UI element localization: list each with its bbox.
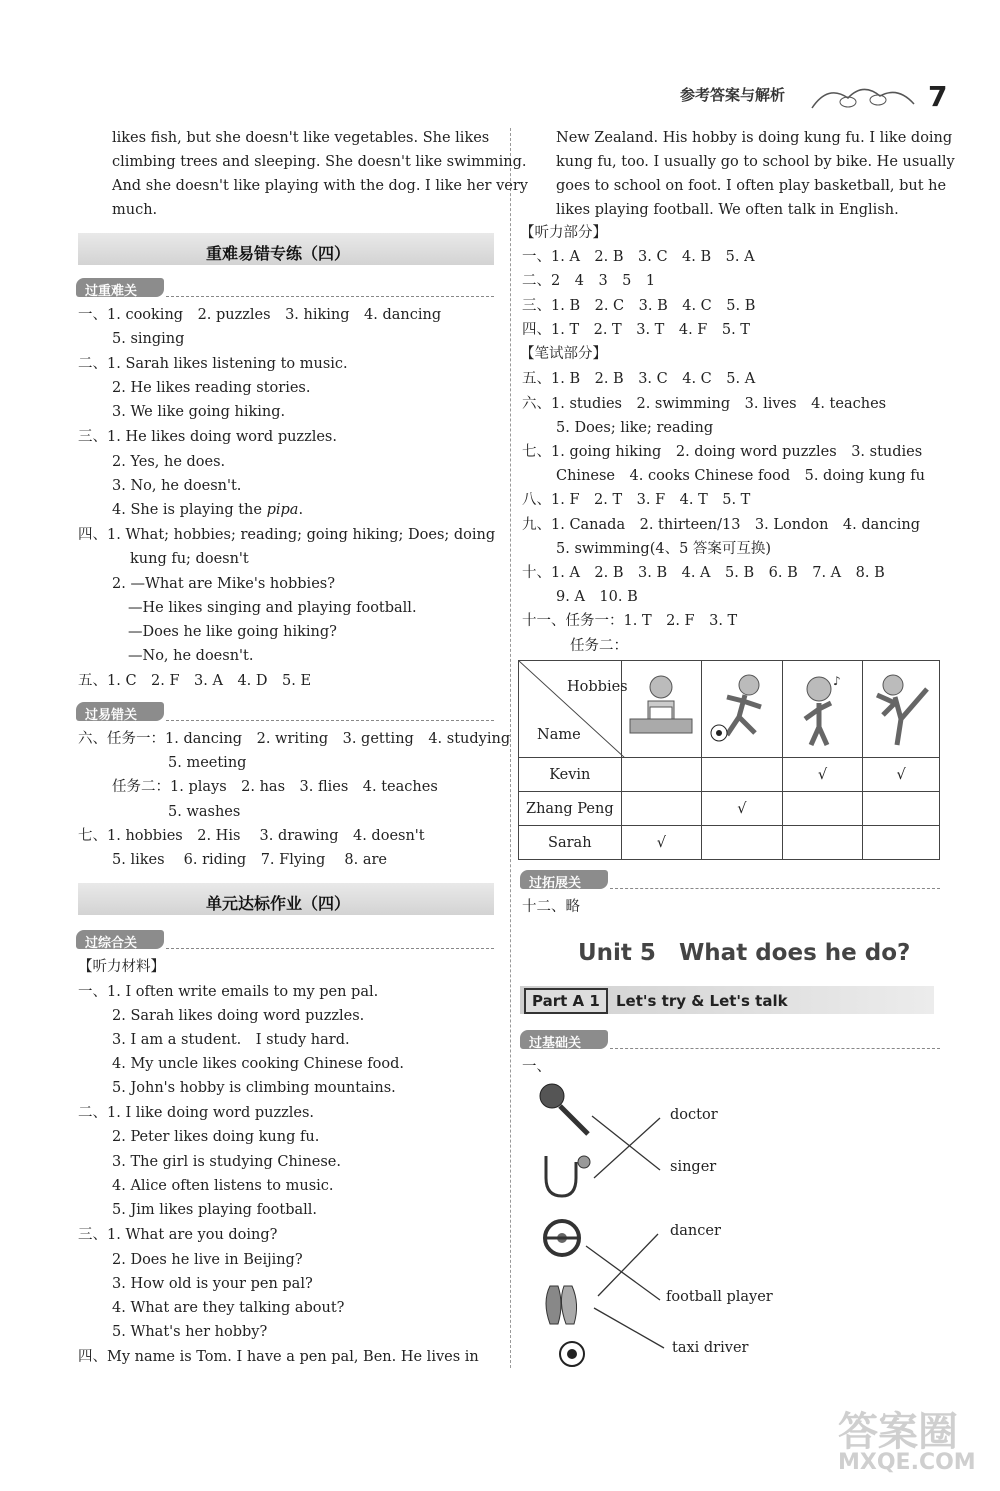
- answer-line: 5. Jim likes playing football.: [112, 1202, 318, 1218]
- text-line: climbing trees and sleeping. She doesn't like swimming.: [112, 154, 527, 170]
- answer-line: 3. The girl is studying Chinese.: [112, 1154, 341, 1170]
- check-cell: √: [621, 826, 702, 860]
- check-cell: [782, 792, 863, 826]
- watermark-url: MXQE.COM: [838, 1450, 976, 1475]
- matching-diagram: [536, 1078, 686, 1378]
- match-word: taxi driver: [672, 1340, 749, 1356]
- divider: [166, 296, 494, 297]
- answer-line: 5. meeting: [168, 755, 247, 771]
- answer-line: 5. singing: [112, 331, 185, 347]
- check-cell: [863, 826, 940, 860]
- reading-icon: [621, 661, 702, 758]
- kung-fu-icon: [863, 661, 940, 758]
- answer-line: [112, 503, 303, 518]
- part-label: Let's try & Let's talk: [616, 992, 788, 1010]
- answer-line: 三、1. He likes doing word puzzles.: [78, 429, 337, 445]
- answer-line: 5. swimming(4、5 答案可互换): [556, 541, 772, 557]
- tag-label: 过重难关: [85, 284, 138, 299]
- answer-line: 五、1. C 2. F 3. A 4. D 5. E: [78, 673, 312, 689]
- answer-line: 二、1. I like doing word puzzles.: [78, 1105, 315, 1121]
- column-divider: [510, 128, 511, 1368]
- divider: [610, 888, 940, 889]
- answer-line: 2. Yes, he does.: [112, 454, 226, 470]
- unit-title: Unit 5 What does he do?: [578, 940, 911, 966]
- answer-line: 任务二：: [570, 638, 628, 654]
- answer-line: 四、1. T 2. T 3. T 4. F 5. T: [522, 322, 750, 338]
- answer-line: 九、1. Canada 2. thirteen/13 3. London 4. dancing: [522, 517, 921, 533]
- tag-label: 过易错关: [85, 708, 138, 723]
- answer-line: Chinese 4. cooks Chinese food 5. doing kung fu: [556, 468, 925, 484]
- answer-line: 二、1. Sarah likes listening to music.: [78, 356, 348, 372]
- answer-line: 5. washes: [168, 804, 241, 820]
- answer-line: 十二、略: [522, 899, 580, 915]
- text-line: likes fish, but she doesn't like vegetables. She likes: [112, 130, 490, 146]
- diagonal-line: [519, 661, 625, 758]
- question-number: 一、: [522, 1059, 551, 1075]
- match-word: singer: [670, 1159, 717, 1175]
- answer-line: 2. Does he live in Beijing?: [112, 1252, 303, 1268]
- header-decoration: [808, 78, 918, 114]
- answer-line: 3. How old is your pen pal?: [112, 1276, 313, 1292]
- check-cell: √: [863, 758, 940, 792]
- name-cell: Sarah: [519, 826, 622, 860]
- answer-line: 5. John's hobby is climbing mountains.: [112, 1080, 396, 1096]
- answer-line: 2. —What are Mike's hobbies?: [112, 576, 335, 592]
- check-cell: [863, 792, 940, 826]
- singing-icon: [782, 661, 863, 758]
- check-cell: [782, 826, 863, 860]
- name-cell: Kevin: [519, 758, 622, 792]
- answer-line: 4. What are they talking about?: [112, 1300, 345, 1316]
- answer-line: 3. No, he doesn't.: [112, 478, 242, 494]
- answer-line: —No, he doesn't.: [128, 648, 254, 664]
- music-note-icon: ♪: [833, 674, 842, 688]
- text-span: 4. She is playing the: [112, 502, 267, 518]
- section-label: 【听力部分】: [520, 225, 607, 241]
- answer-line: 2. Sarah likes doing word puzzles.: [112, 1008, 365, 1024]
- match-word: doctor: [670, 1107, 718, 1123]
- part-banner: [520, 986, 934, 1014]
- answer-line: 5. What's her hobby?: [112, 1324, 268, 1340]
- answer-line: 二、2 4 3 5 1: [522, 273, 656, 289]
- check-cell: √: [702, 792, 783, 826]
- answer-line: 八、1. F 2. T 3. F 4. T 5. T: [522, 492, 751, 508]
- steering-wheel-icon: [545, 1221, 579, 1255]
- check-cell: [621, 792, 702, 826]
- dance-shoes-icon: [546, 1286, 577, 1324]
- answer-line: 六、1. studies 2. swimming 3. lives 4. teaches: [522, 396, 887, 412]
- text-line: New Zealand. His hobby is doing kung fu. I like doing: [556, 130, 953, 146]
- section-banner: [78, 233, 494, 265]
- answer-line: —He likes singing and playing football.: [128, 600, 417, 616]
- stethoscope-icon: [546, 1156, 590, 1196]
- text-span: .: [298, 502, 304, 518]
- table-corner: [519, 661, 628, 758]
- answer-line: 4. Alice often listens to music.: [112, 1178, 334, 1194]
- section-tag: [76, 278, 164, 297]
- tag-label: 过拓展关: [529, 876, 582, 891]
- tag-label: 过基础关: [529, 1036, 582, 1051]
- text-line: likes playing football. We often talk in English.: [556, 202, 899, 218]
- hobbies-table: [518, 660, 940, 860]
- italic-word: pipa: [266, 502, 299, 518]
- answer-line: 2. Peter likes doing kung fu.: [112, 1129, 320, 1145]
- answer-line: 一、1. cooking 2. puzzles 3. hiking 4. dancing: [78, 307, 442, 323]
- text-line: And she doesn't like playing with the dog. I like her very: [112, 178, 528, 194]
- section-label: 【笔试部分】: [520, 346, 607, 362]
- divider: [166, 720, 494, 721]
- answer-line: 六、任务一：1. dancing 2. writing 3. getting 4. studying: [78, 731, 511, 747]
- section-banner: [78, 883, 494, 915]
- football-icon: [560, 1342, 584, 1366]
- text-line: much.: [112, 202, 158, 218]
- check-cell: √: [782, 758, 863, 792]
- section-tag: [520, 870, 608, 889]
- page-number: 7: [928, 80, 948, 113]
- answer-line: 一、1. A 2. B 3. C 4. B 5. A: [522, 249, 755, 265]
- part-number: Part A 1: [524, 988, 608, 1014]
- answer-line: 十、1. A 2. B 3. B 4. A 5. B 6. B 7. A 8. B: [522, 565, 885, 581]
- text-line: kung fu, too. I usually go to school by bike. He usually: [556, 154, 955, 170]
- section-label: 【听力材料】: [78, 959, 165, 975]
- section-tag: [520, 1030, 608, 1049]
- divider: [610, 1048, 940, 1049]
- answer-line: 四、1. What; hobbies; reading; going hiking; Does; doing: [78, 527, 496, 543]
- answer-line: 3. We like going hiking.: [112, 404, 286, 420]
- answer-line: 任务二：1. plays 2. has 3. flies 4. teaches: [112, 779, 438, 795]
- section-title: 单元达标作业（四）: [206, 894, 351, 913]
- answer-line: 5. Does; like; reading: [556, 420, 714, 436]
- answer-line: 3. I am a student. I study hard.: [112, 1032, 350, 1048]
- name-cell: Zhang Peng: [519, 792, 622, 826]
- answer-line: —Does he like going hiking?: [128, 624, 337, 640]
- match-word: football player: [666, 1289, 773, 1305]
- answer-line: 四、My name is Tom. I have a pen pal, Ben. He lives in: [78, 1349, 479, 1365]
- check-cell: [621, 758, 702, 792]
- answer-line: 十一、任务一：1. T 2. F 3. T: [522, 613, 738, 629]
- section-title: 重难易错专练（四）: [206, 244, 351, 263]
- header-title: 参考答案与解析: [680, 86, 786, 104]
- section-tag: [76, 702, 164, 721]
- answer-line: 五、1. B 2. B 3. C 4. C 5. A: [522, 371, 756, 387]
- corner-name: Name: [537, 727, 581, 743]
- answer-line: 2. He likes reading stories.: [112, 380, 311, 396]
- answer-line: 三、1. What are you doing?: [78, 1227, 278, 1243]
- answer-line: 5. likes 6. riding 7. Flying 8. are: [112, 852, 387, 868]
- section-tag: [76, 930, 164, 949]
- text-line: goes to school on foot. I often play basketball, but he: [556, 178, 947, 194]
- match-word: dancer: [670, 1223, 721, 1239]
- answer-line: 一、1. I often write emails to my pen pal.: [78, 984, 379, 1000]
- answer-line: 9. A 10. B: [556, 589, 638, 605]
- corner-hobbies: Hobbies: [567, 679, 628, 695]
- watermark-logo: 答案圈: [838, 1409, 958, 1455]
- tag-label: 过综合关: [85, 936, 138, 951]
- answer-line: 七、1. hobbies 2. His 3. drawing 4. doesn't: [78, 828, 425, 844]
- answer-line: 4. My uncle likes cooking Chinese food.: [112, 1056, 404, 1072]
- answer-line: 三、1. B 2. C 3. B 4. C 5. B: [522, 298, 756, 314]
- answer-line: kung fu; doesn't: [130, 551, 249, 567]
- football-icon: [702, 661, 783, 758]
- microphone-icon: [540, 1084, 588, 1134]
- answer-line: 七、1. going hiking 2. doing word puzzles 3. studies: [522, 444, 923, 460]
- check-cell: [702, 758, 783, 792]
- check-cell: [702, 826, 783, 860]
- divider: [166, 948, 494, 949]
